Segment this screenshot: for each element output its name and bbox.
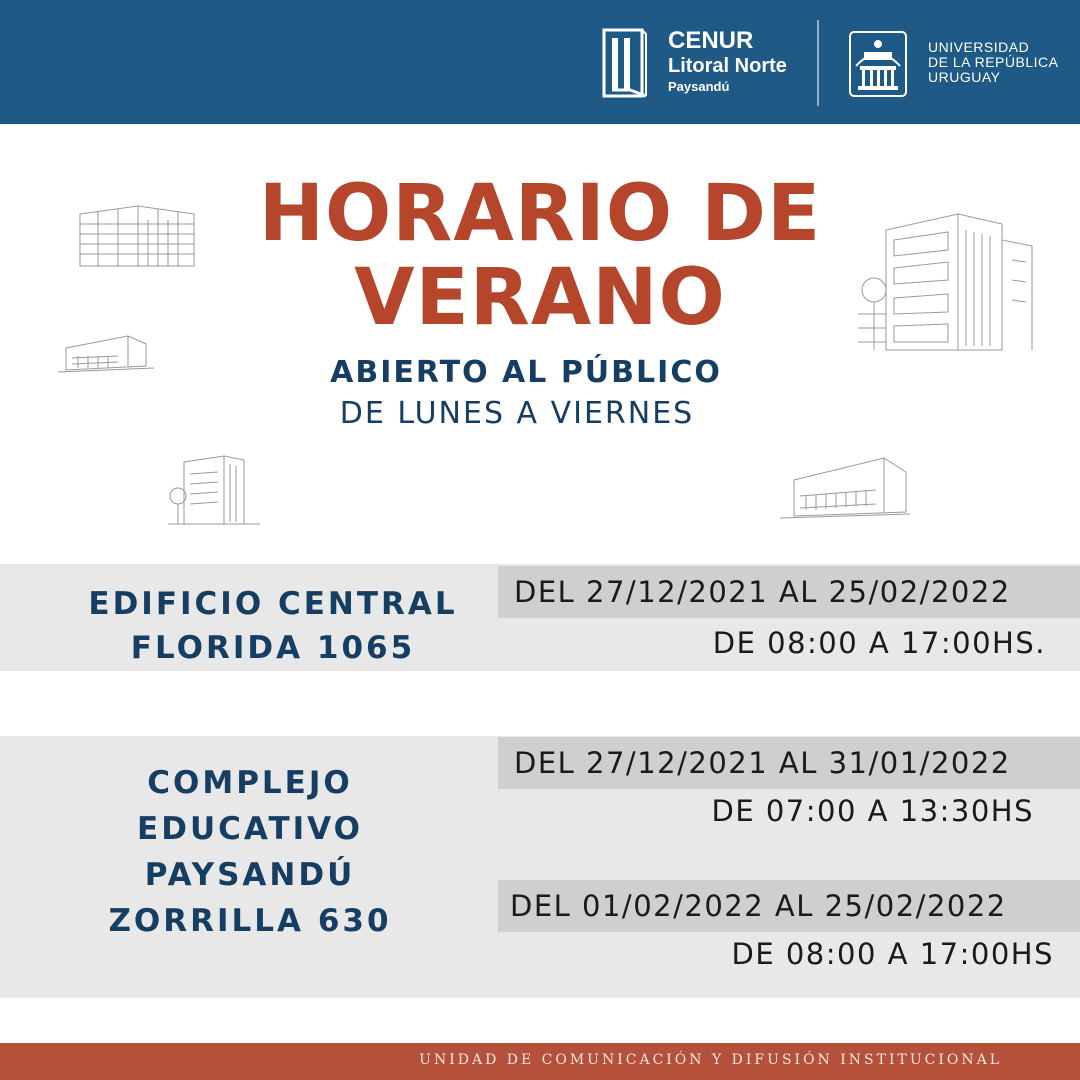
cenur-city: Paysandú xyxy=(668,79,730,94)
udelar-seal-icon xyxy=(848,30,908,98)
title-line2: VERANO xyxy=(354,253,726,343)
udelar-line1: UNIVERSIDAD xyxy=(928,39,1030,55)
subtitle-days: DE LUNES A VIERNES xyxy=(339,396,695,431)
cenur-logo-icon xyxy=(602,26,648,100)
location-name-line: FLORIDA 1065 xyxy=(130,630,416,666)
cenur-title: CENUR xyxy=(668,27,754,54)
location-name-line: ZORRILLA 630 xyxy=(108,903,392,939)
location-name xyxy=(40,760,460,944)
building-sketch-icon xyxy=(780,452,910,526)
building-sketch-icon xyxy=(168,452,260,526)
cenur-subtitle: Litoral Norte xyxy=(668,55,787,77)
location-name-line: EDIFICIO CENTRAL xyxy=(88,586,458,622)
location-name-line: EDUCATIVO xyxy=(137,811,363,847)
hours-text: DE 07:00 A 13:30HS xyxy=(711,794,1034,828)
subtitle-open: ABIERTO AL PÚBLICO xyxy=(330,355,722,390)
location-name-line: COMPLEJO xyxy=(147,765,353,801)
page-title xyxy=(0,169,1080,343)
date-range: DEL 27/12/2021 AL 25/02/2022 xyxy=(498,566,1080,618)
date-range: DEL 01/02/2022 AL 25/02/2022 xyxy=(498,880,1080,932)
header-bar xyxy=(0,0,1080,124)
cenur-wordmark xyxy=(668,28,787,95)
date-range: DEL 27/12/2021 AL 31/01/2022 xyxy=(498,737,1080,789)
hours-text: DE 08:00 A 17:00HS xyxy=(731,937,1054,971)
title-line1: HORARIO DE xyxy=(258,169,822,259)
header-divider xyxy=(817,20,819,106)
location-name-line: PAYSANDÚ xyxy=(144,857,356,893)
footer-bar xyxy=(0,1043,1080,1080)
udelar-line2: DE LA REPÚBLICA xyxy=(928,54,1059,70)
udelar-line3: URUGUAY xyxy=(928,69,1001,85)
location-name xyxy=(70,582,476,670)
hours-text: DE 08:00 A 17:00HS. xyxy=(712,626,1046,660)
footer-text: UNIDAD DE COMUNICACIÓN Y DIFUSIÓN INSTITUCIONAL xyxy=(419,1052,1002,1068)
udelar-wordmark xyxy=(928,40,1058,85)
